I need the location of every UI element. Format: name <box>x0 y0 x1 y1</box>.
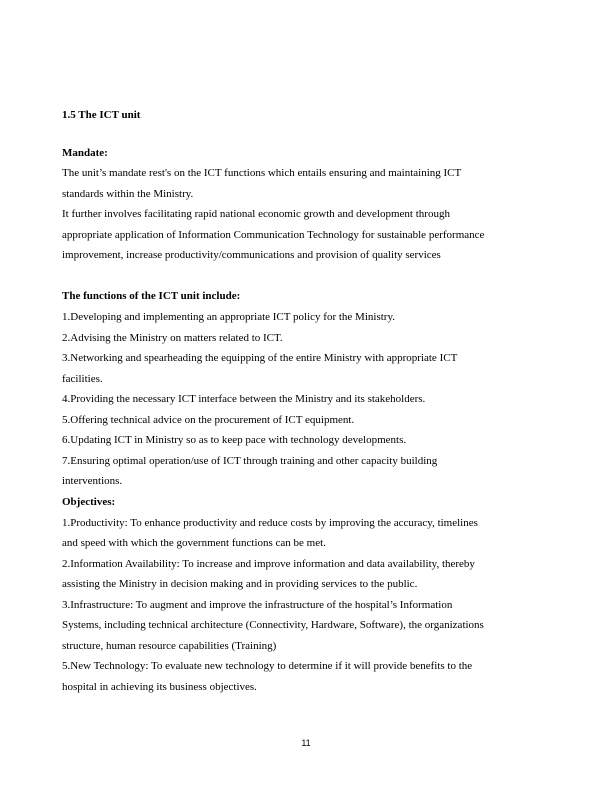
list-item: hospital in achieving its business objectives. <box>62 681 257 693</box>
text-line: It further involves facilitating rapid national economic growth and development through <box>62 208 450 220</box>
list-item: assisting the Ministry in decision making and in providing services to the public. <box>62 578 418 590</box>
list-item: 5.New Technology: To evaluate new technology to determine if it will provide benefits to the <box>62 660 473 672</box>
list-item: 6.Updating ICT in Ministry so as to keep pace with technology developments. <box>62 434 407 446</box>
list-item: 2.Advising the Ministry on matters related to ICT. <box>62 332 283 344</box>
text-line: standards within the Ministry. <box>62 188 194 200</box>
list-item: 7.Ensuring optimal operation/use of ICT through training and other capacity building <box>62 455 438 467</box>
objectives-heading: Objectives: <box>62 496 116 508</box>
list-item: interventions. <box>62 475 123 487</box>
list-item: 3.Infrastructure: To augment and improve the infrastructure of the hospital’s Information <box>62 599 453 611</box>
text-line: The unit’s mandate rest's on the ICT functions which entails ensuring and maintaining ICT <box>62 167 462 179</box>
functions-heading: The functions of the ICT unit include: <box>62 290 241 302</box>
page-number: 11 <box>301 738 311 748</box>
list-item: Systems, including technical architecture (Connectivity, Hardware, Software), the organizations <box>62 619 484 631</box>
list-item: 4.Providing the necessary ICT interface between the Ministry and its stakeholders. <box>62 393 426 405</box>
section-title: 1.5 The ICT unit <box>62 109 141 121</box>
list-item: 3.Networking and spearheading the equipping of the entire Ministry with appropriate ICT <box>62 352 458 364</box>
list-item: facilities. <box>62 373 103 385</box>
list-item: 1.Productivity: To enhance productivity and reduce costs by improving the accuracy, timelines <box>62 517 478 529</box>
list-item: and speed with which the government functions can be met. <box>62 537 326 549</box>
mandate-heading: Mandate: <box>62 147 108 159</box>
list-item: 1.Developing and implementing an appropriate ICT policy for the Ministry. <box>62 311 395 323</box>
list-item: structure, human resource capabilities (Training) <box>62 640 277 652</box>
text-line: appropriate application of Information Communication Technology for sustainable performance <box>62 229 485 241</box>
text-line: improvement, increase productivity/communications and provision of quality services <box>62 249 441 261</box>
list-item: 5.Offering technical advice on the procurement of ICT equipment. <box>62 414 355 426</box>
list-item: 2.Information Availability: To increase and improve information and data availability, thereby <box>62 558 475 570</box>
